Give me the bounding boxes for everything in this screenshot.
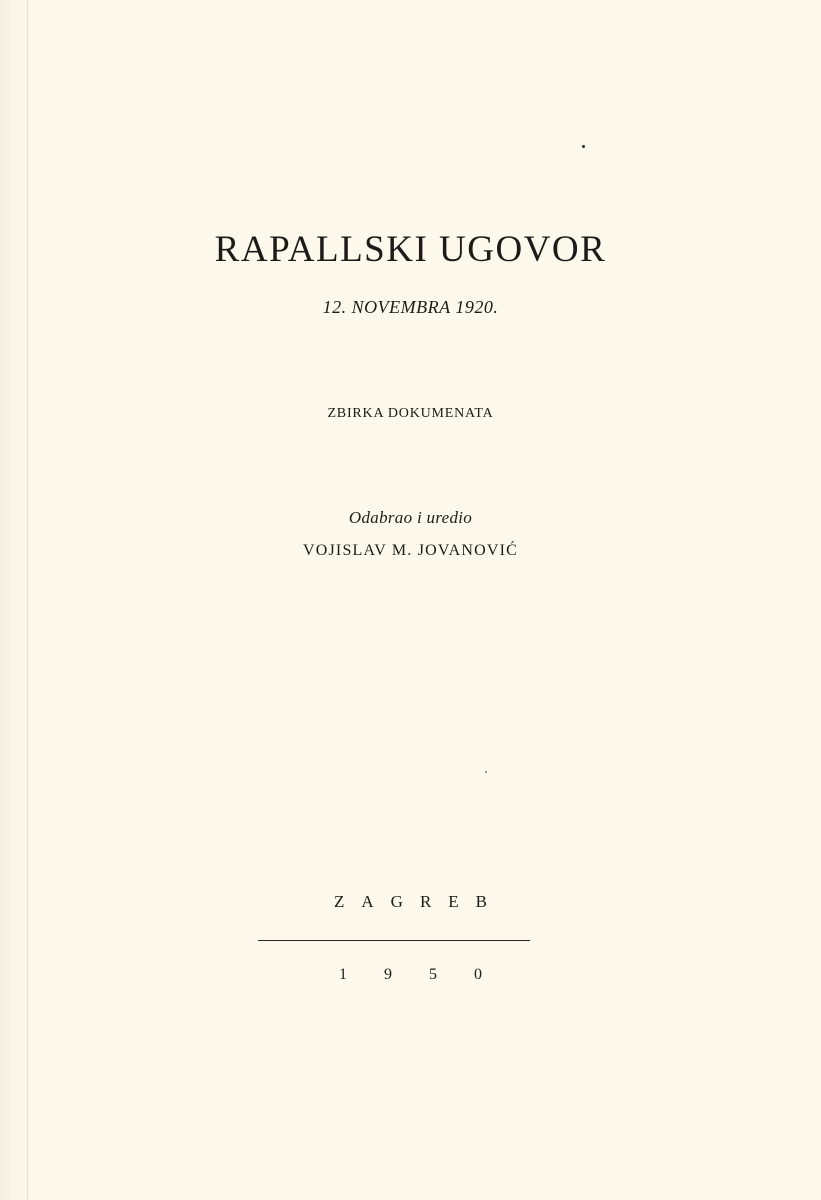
publication-city: ZAGREB: [334, 892, 504, 911]
paper-speck: [485, 771, 487, 773]
editor-credit-label: Odabrao i uredio: [348, 508, 473, 527]
collection-subtitle: ZBIRKA DOKUMENATA: [327, 406, 494, 421]
divider-rule: [258, 940, 530, 941]
treaty-date: 12. NOVEMBRA 1920.: [322, 297, 499, 317]
gutter-edge-line: [27, 0, 28, 1200]
page-gutter: [0, 0, 30, 1200]
paper-speck: [582, 145, 585, 148]
editor-name: VOJISLAV M. JOVANOVIĆ: [302, 542, 518, 559]
book-title: RAPALLSKI UGOVOR: [214, 229, 607, 270]
publication-year: 1950: [339, 966, 519, 983]
